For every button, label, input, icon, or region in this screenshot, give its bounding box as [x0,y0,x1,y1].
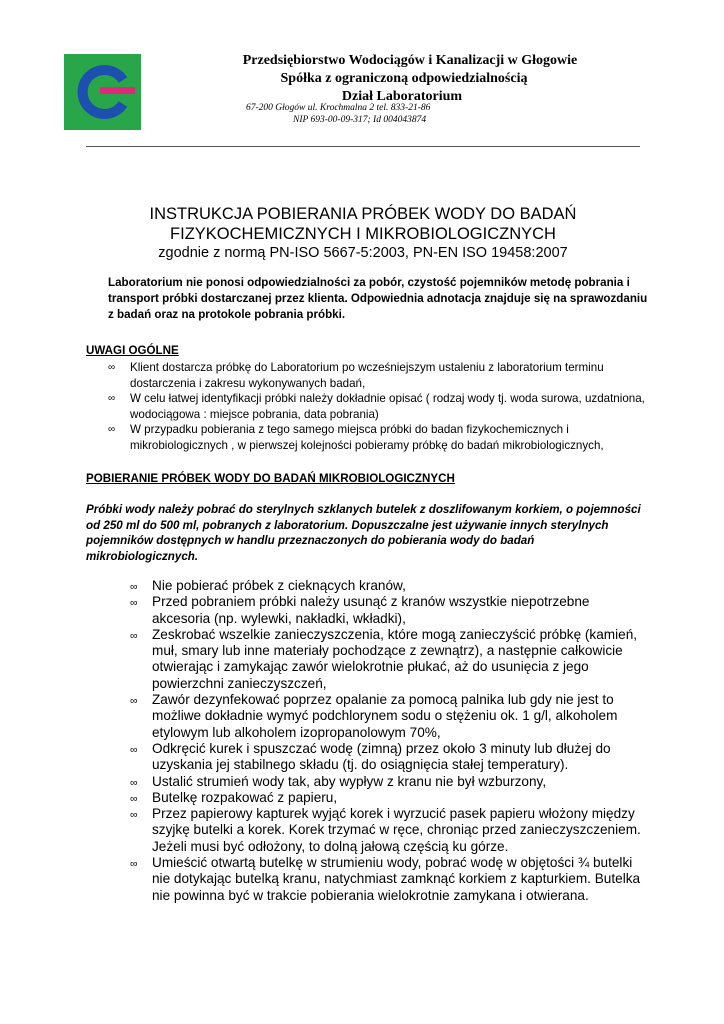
company-name: Przedsiębiorstwo Wodociągów i Kanalizacji w Głogowie [242,53,578,68]
micro-intro: Próbki wody należy pobrać do sterylnych szklanych butelek z doszlifowanym korkiem, o pojemności od 250 ml do 500 ml, pobranych z laboratorium. Dopuszczalne jest używanie innych sterylnych pojemników dostępnych w handlu przeznaczonych do pobierania wody do badań mikrobiologicznych. [86,503,641,564]
list-item [130,806,650,855]
list-item [108,391,648,422]
title-line-1: INSTRUKCJA POBIERANIA PRÓBEK WODY DO BADAŃ [149,205,577,223]
title-line-2: FIZYKOCHEMICZNYCH I MIKROBIOLOGICZNYCH [170,225,556,243]
bullet-icon: ∞ [108,424,116,435]
list-item [130,790,650,806]
list-item-text: Klient dostarcza próbkę do Laboratorium po wcześniejszym ustaleniu z laboratorium terminu dostarczenia i zakresu wykonywanych badań, [130,361,604,390]
document-title [86,204,640,262]
general-heading: UWAGI OGÓLNE [86,344,179,357]
company-logo [64,54,141,130]
bullet-icon: ∞ [130,858,138,871]
list-item [130,578,650,594]
micro-heading: POBIERANIE PRÓBEK WODY DO BADAŃ MIKROBIOLOGICZNYCH [86,472,455,485]
list-item [130,692,650,741]
bullet-icon: ∞ [130,597,138,610]
list-item [130,774,650,790]
list-item [130,627,650,692]
list-item [130,855,650,904]
sampling-steps-list [130,578,650,904]
company-address: 67-200 Głogów ul. Krochmalna 2 tel. 833-21-86 [246,103,431,113]
list-item-text: W przypadku pobierania z tego samego miejsca próbki do badan fizykochemicznych i mikrobiologicznych , w pierwszej kolejności pobieramy próbkę do badań mikrobiologicznych, [130,423,604,452]
list-item [108,360,648,391]
list-item-text: Zawór dezynfekować poprzez opalanie za pomocą palnika lub gdy nie jest to możliwe dokładnie wymyć podchlorynem sodu o stężeniu ok. 1 g/l, alkoholem etylowym lub alkoholem izopropanolowym 70%, [152,692,618,740]
logo-pink-bar [100,87,135,94]
list-item-text: Odkręcić kurek i spuszczać wodę (zimną) przez około 3 minuty lub dłużej do uzyskania jej stabilnego składu (tj. do osiągnięcia stałej temperatury). [152,740,611,773]
bullet-icon: ∞ [130,629,138,642]
list-item-text: Butelkę rozpakować z papieru, [152,789,338,805]
list-item-text: W celu łatwej identyfikacji próbki należy dokładnie opisać ( rodzaj wody tj. woda surowa, uzdatniona, wodociągowa : miejsce pobrania, data pobrania) [130,392,645,421]
bullet-icon: ∞ [130,581,138,593]
disclaimer: Laboratorium nie ponosi odpowiedzialności za pobór, czystość pojemników metodę pobrania i transport próbki dostarczanej przez klienta. Odpowiednia adnotacja znajduje się na sprawozdaniu z badań oraz na protokole pobrania próbki. [108,276,648,321]
bullet-icon: ∞ [130,743,138,756]
title-subtitle: zgodnie z normą PN-ISO 5667-5:2003, PN-EN ISO 19458:2007 [158,245,568,261]
logo-graphic [64,54,141,130]
list-item-text: Ustalić strumień wody tak, aby wypływ z kranu nie był wzburzony, [152,773,547,789]
list-item-text: Przed pobraniem próbki należy usunąć z kranów wszystkie niepotrzebne akcesoria (np. wylewki, nakładki, wkładki), [152,594,590,626]
list-item [108,422,648,453]
list-item [130,594,650,627]
header-divider [86,146,640,147]
list-item-text: Nie pobierać próbek z cieknących kranów, [152,578,406,593]
company-department: Dział Laboratorium [341,89,463,104]
bullet-icon: ∞ [130,695,138,708]
list-item-text: Przez papierowy kapturek wyjąć korek i wyrzucić pasek papieru włożony między szyjkę butelki a korek. Korek trzymać w ręce, chroniąc przed zanieczyszczeniem. Jeżeli musi być odłożony, to dolną jałową częścią ku górze. [152,806,641,854]
bullet-icon: ∞ [130,809,138,822]
list-item-text: Zeskrobać wszelkie zanieczyszczenia, które mogą zanieczyścić próbkę (kamień, muł, smary lub inne materiały pochodzące z zewnątrz), a następnie całkowicie otwierając i zamykając zawór wielokrotnie płukać, aż do usunięcia z jego powierzchni zanieczyszczeń, [152,626,638,691]
list-item [130,741,650,774]
company-ids: NIP 693-00-09-317; Id 004043874 [293,115,427,125]
company-legal-form: Spółka z ograniczoną odpowiedzialnością [280,71,528,86]
bullet-icon: ∞ [130,792,138,805]
bullet-icon: ∞ [108,393,116,404]
company-header [200,52,620,125]
list-item-text: Umieścić otwartą butelkę w strumieniu wody, pobrać wodę w objętości ¾ butelki nie dotykając butelką kranu, natychmiast zamknąć korkiem z kapturkiem. Butelka nie powinna być w trakcie pobierania wielokrotnie zamykana i otwierana. [152,855,641,903]
bullet-icon: ∞ [130,776,138,789]
bullet-icon: ∞ [108,362,116,373]
general-notes-list [108,360,648,453]
